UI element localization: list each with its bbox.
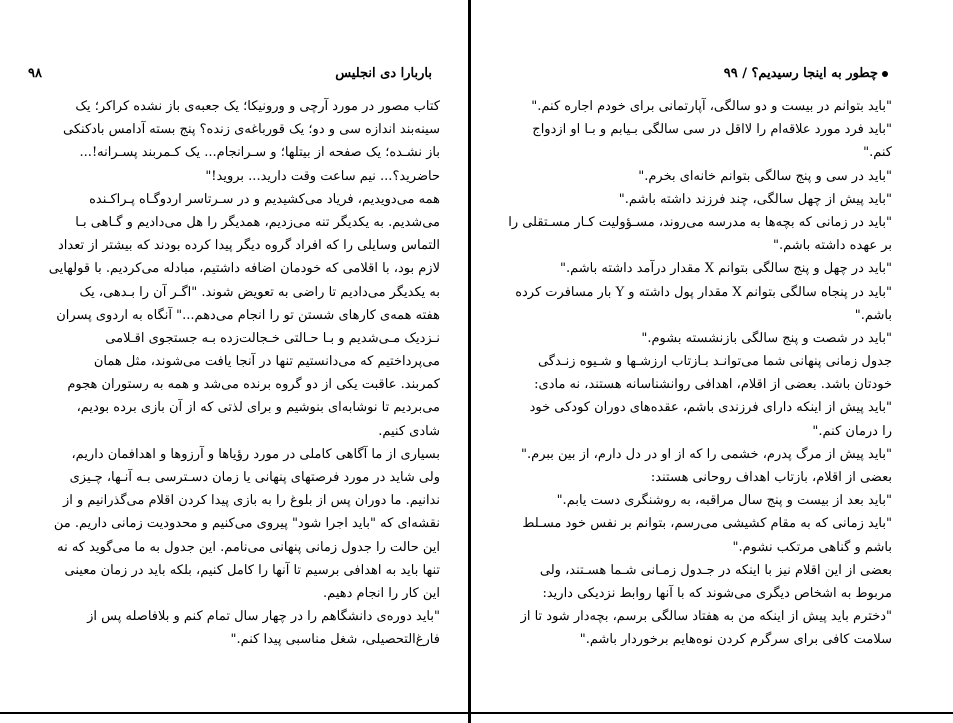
- text-line: می‌بردیم تا نوشابه‌ای بنوشیم و برای لذتی که از آن بازی برده بودیم،: [76, 400, 440, 416]
- text-line: این حالت را جدول زمانی پنهانی می‌نامم. این جدول به ما می‌گوید که نه: [57, 539, 440, 555]
- right-page: [470, 0, 953, 723]
- text-line: سینه‌بند اندازه سی و دو؛ یک قورباغه‌ی زنده؟ پنج بسته آدامس بادکنکی: [63, 122, 440, 138]
- text-line: ندانیم. ما دوران پس از بلوغ را به بازی پیدا کردن اقلام می‌گذرانیم و از: [62, 493, 440, 509]
- right-header-title: [724, 66, 888, 81]
- left-header-title: باربارا دی انجلیس: [335, 66, 432, 81]
- text-line: "دخترم باید پیش از اینکه من به هفتاد سالگی برسم، بچه‌دار شود تا از: [520, 609, 892, 625]
- text-line: باشم.": [854, 307, 892, 323]
- text-line: نـزدیک مـی‌شدیم و بـا حـالتی خـجالت‌زده بـه جستجوی اقـلامی: [105, 330, 440, 346]
- text-line: التماس وسایلی را که افراد گروه دیگر پیدا کرده بودند که بیشتر از تعداد: [57, 238, 440, 254]
- text-line: تنها باید به اهدافی برسیم تا آنها را کامل کنیم، بلکه باید در زمان معینی: [64, 562, 440, 578]
- text-line: "باید فرد مورد علاقه‌ام را لااقل در سی سالگی بـیابم و بـا او ازدواج: [532, 122, 892, 138]
- text-line: "باید بعد از بیست و پنج سال مراقبه، به روشنگری دست یابم.": [556, 493, 892, 509]
- text-line: ولی شاید در مورد فرصتهای پنهانی یا زمان دسـترسی بـه آنـها، چـیزی: [69, 470, 440, 485]
- text-line: همه می‌دویدیم، فریاد می‌کشیدیم و در سـرتاسر اردوگـاه پـراکـنده: [89, 191, 440, 207]
- text-line: بسیاری از ما آگاهی کاملی در مورد رؤیاها و آرزوها و اهدافمان داریم،: [71, 446, 440, 462]
- text-line: بعضی از اقلام، بازتاب اهداف روحانی هستند:: [650, 470, 892, 485]
- text-line: شادی کنیم.: [378, 423, 440, 439]
- text-line: "باید دوره‌ی دانشگاهم را در چهار سال تمام کنم و بلافاصله پس از: [87, 609, 440, 625]
- bullet-icon: [882, 71, 888, 77]
- bottom-border: [0, 712, 953, 714]
- right-page-body: [508, 95, 892, 652]
- text-line: خودتان باشد. بعضی از اقلام، اهدافی روانشناسانه هستند، نه مادی:: [534, 377, 892, 393]
- right-page-header: [528, 66, 888, 84]
- text-line: کتاب مصور در مورد آرچی و ورونیکا؛ یک جعبه‌ی باز نشده کراکر؛ یک: [75, 99, 440, 114]
- text-line: "باید بتوانم در بیست و دو سالگی، آپارتمانی برای خودم اجاره کنم.": [531, 99, 892, 114]
- text-line: "باید در چهل و پنج سالگی بتوانم X مقدار درآمد داشته باشم.": [560, 261, 892, 277]
- text-line: "باید در شصت و پنج سالگی بازنشسته بشوم.": [641, 330, 892, 346]
- text-line: هفته همه‌ی کارهای شستن تو را انجام می‌دهم..." آنگاه به اردوی پسران: [56, 307, 440, 323]
- text-line: "باید پیش از چهل سالگی، چند فرزند داشته باشم.": [618, 191, 892, 207]
- text-line: کمربند. عاقبت یکی از دو گروه برنده می‌شد و همه به رستوران هجوم: [67, 377, 440, 393]
- text-line: "باید در زمانی که بچه‌ها به مدرسه می‌روند، مسـؤولیت کـار مسـتقلی را: [508, 214, 892, 230]
- text-line: نقشه‌ای که "باید اجرا شود" پیروی می‌کنیم و محدودیت زمانی داریم. من: [53, 516, 440, 532]
- right-header-text: چطور به اینجا رسیدیم؟ / ۹۹: [723, 66, 878, 81]
- text-line: حاضرید؟... نیم ساعت وقت دارید... بروید!": [205, 168, 440, 184]
- text-line: بعضی از این اقلام نیز با اینکه در جـدول زمـانی شـما هسـتند، ولی: [539, 562, 892, 578]
- text-line: "باید در سی و پنج سالگی بتوانم خانه‌ای بخرم.": [638, 168, 892, 184]
- text-line: "باید در پنجاه سالگی بتوانم X مقدار پول داشته و Y بار مسافرت کرده: [515, 284, 892, 300]
- text-line: می‌پرداختیم که می‌دانستیم تنها در آنجا یافت می‌شوند، مثل همان: [93, 354, 440, 370]
- left-page-body: [28, 95, 440, 652]
- text-line: این کار را انجام دهیم.: [323, 585, 440, 601]
- text-line: به یکدیگر می‌دادیم تا راضی به تعویض شوند. "اگـر آن را بـدهی، یک: [79, 284, 440, 300]
- left-page: [0, 0, 470, 723]
- text-line: را درمان کنم.": [812, 423, 892, 439]
- text-line: بر عهده داشته باشم.": [773, 238, 892, 254]
- text-line: باشم و گناهی مرتکب نشوم.": [732, 539, 892, 555]
- text-line: جدول زمانی پنهانی شما می‌توانـد بـازتاب ارزشـها و شـیوه زنـدگی: [537, 354, 892, 370]
- text-line: "باید زمانی که به مقام کشیشی می‌رسم، بتوانم بر نفس خود مسـلط: [522, 516, 892, 532]
- left-page-header: [28, 66, 432, 84]
- text-line: باز نشـده؛ یک صفحه از بیتلها؛ و سـرانجام... یک کـمربند پسـرانه!...: [79, 145, 440, 161]
- text-line: مربوط به اشخاص دیگری می‌شوند که با آنها روابط نزدیکی دارید:: [542, 585, 892, 601]
- text-line: سلامت کافی برای سرگرم کردن نوه‌هایم برخوردار باشم.": [579, 632, 892, 648]
- text-line: "باید پیش از اینکه دارای فرزندی باشم، عقده‌های دوران کودکی خود: [529, 400, 892, 416]
- text-line: کنم.": [863, 145, 892, 161]
- text-line: فارغ‌التحصیلی، شغل مناسبی پیدا کنم.": [230, 632, 440, 648]
- text-line: "باید پیش از مرگ پدرم، خشمی را که از او در دل دارم، از بین ببرم.": [521, 446, 892, 462]
- text-line: لازم بود، با اقلامی که خودمان اضافه داشتیم، مبادله می‌کردیم. با قولهایی: [48, 261, 440, 277]
- left-page-number: ۹۸: [28, 66, 42, 81]
- text-line: می‌شدیم. به یکدیگر تنه می‌زدیم، همدیگر را هل می‌دادیم و گـاهی بـا: [75, 214, 440, 230]
